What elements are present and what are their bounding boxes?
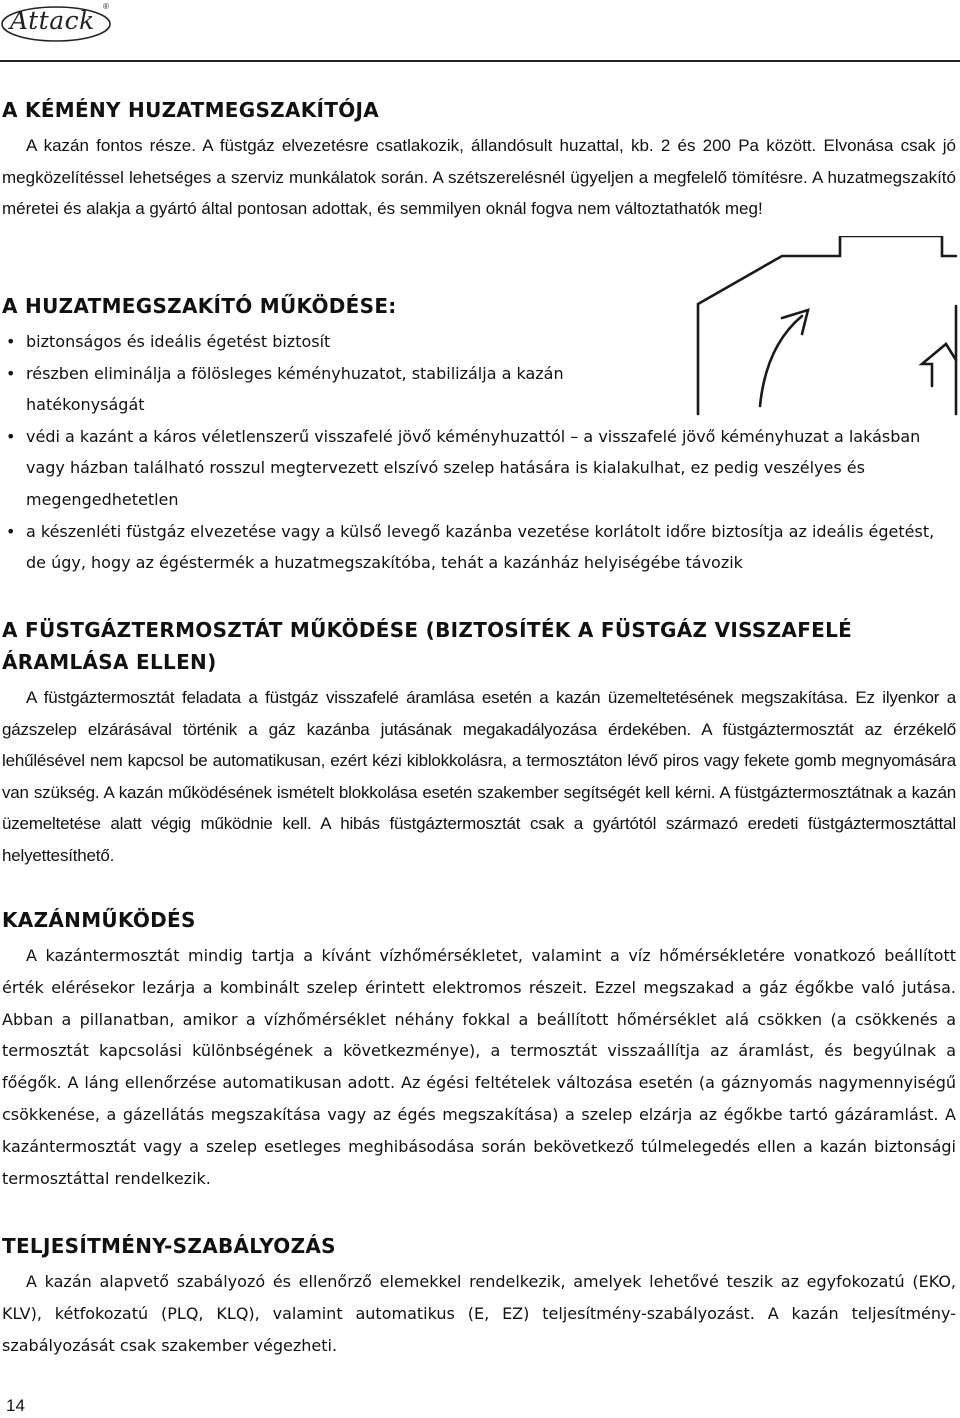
registered-mark: ® (103, 2, 109, 11)
section-title-flue-thermostat: A FÜSTGÁZTERMOSZTÁT MŰKÖDÉSE (BIZTOSÍTÉK A FÜSTGÁZ VISSZAFELÉ ÁRAMLÁSA ELLEN) (2, 618, 853, 674)
page-number: 14 (6, 1396, 25, 1415)
diverter-operation-list (2, 326, 958, 579)
list-item: • részben eliminálja a fölösleges kéményhuzatot, stabilizálja a kazán hatékonyságát (2, 358, 666, 421)
section-title-draft-diverter: A KÉMÉNY HUZATMEGSZAKÍTÓJA (2, 98, 380, 122)
list-item: • a készenléti füstgáz elvezetése vagy a külső levegő kazánba vezetése korlátolt időre biztosítja az ideális égetést, de úgy, hogy az égéstermék a huzatmegszakítóba, tehát a kazánház helyiségébe távozik (2, 516, 958, 579)
section-title-power-regulation: TELJESÍTMÉNY-SZABÁLYOZÁS (2, 1234, 336, 1258)
section-body-draft-diverter: A kazán fontos része. A füstgáz elvezetésre csatlakozik, állandósult huzattal, kb. 2 és 200 Pa között. Elvonása csak jó megközelítéssel lehetséges a szerviz munkálatok során. A szétszerelésnél ügyeljen a megfelelő tömítésre. A huzatmegszakító méretei és alakja a gyártó által pontosan adottak, és semmilyen oknál fogva nem változtathatók meg! (2, 136, 956, 219)
section-title-diverter-operation: A HUZATMEGSZAKÍTÓ MŰKÖDÉSE: (2, 294, 397, 318)
list-item: • biztonságos és ideális égetést biztosít (2, 326, 666, 358)
logo-text: Attack (10, 6, 95, 35)
section-body-boiler-operation: A kazántermosztát mindig tartja a kívánt vízhőmérsékletet, valamint a víz hőmérsékletére vonatkozó beállított érték elérésekor lezárja a kombinált szelep érintett elektromos részeit. Ezzel megszakad a gáz égőkbe való jutása. Abban a pillanatban, amikor a vízhőmérséklet néhány fokkal a beállított hőmérséklet alá csökken (a csökkenés a termosztát kapcsolási különbségének a következménye), a termosztát visszaállítja az áramlást, és begyúlnak a főégők. A láng ellenőrzése automatikusan adott. Az égési feltételek változása esetén (a gáznyomás nagymennyiségű csökkenése, a gázellátás megszakítása vagy az égés megszakítása) a szelep elzárja az égőkbe tartó gázáramlást. A kazántermosztát vagy a szelep esetleges meghibásodása során bekövetkező túlmelegedés ellen a kazán biztonsági termosztáttal rendelkezik. (2, 946, 956, 1188)
section-body-flue-thermostat: A füstgáztermosztát feladata a füstgáz visszafelé áramlása esetén a kazán üzemeltetésének megszakítása. Ez ilyenkor a gázszelep elzárásával történik a gáz kazánba jutásának megakadályozása érdekében. A füstgáztermosztát az érzékelő lehűlésével nem kapcsol be automatikusan, ezért kézi kiblokkolásra, a termosztáton lévő piros vagy fekete gomb megnyomására van szükség. A kazán működésének ismételt blokkolása esetén szakember segítségét kell kérni. A füstgáztermosztátnak a kazán üzemeltetése alatt végig működnie kell. A hibás füstgáztermosztát csak a gyártótól származó eredeti füstgáztermosztáttal helyettesíthető. (2, 688, 956, 865)
list-item: • védi a kazánt a káros véletlenszerű visszafelé jövő kéményhuzattól – a visszafelé jövő kéményhuzat a lakásban vagy házban található rosszul megtervezett elszívó szelep hatására is kialakulhat, ez pedig veszélyes és megengedhetetlen (2, 421, 958, 516)
section-body-power-regulation: A kazán alapvető szabályozó és ellenőrző elemekkel rendelkezik, amelyek lehetővé teszik az egyfokozatú (EKO, KLV), kétfokozatú (PLQ, KLQ), valamint automatikus (E, EZ) teljesítmény-szabályozást. A kazán teljesítmény-szabályozását csak szakember végezheti. (2, 1272, 956, 1355)
header-rule (0, 60, 960, 62)
attack-logo (0, 0, 120, 46)
section-title-boiler-operation: KAZÁNMŰKÖDÉS (2, 908, 196, 932)
